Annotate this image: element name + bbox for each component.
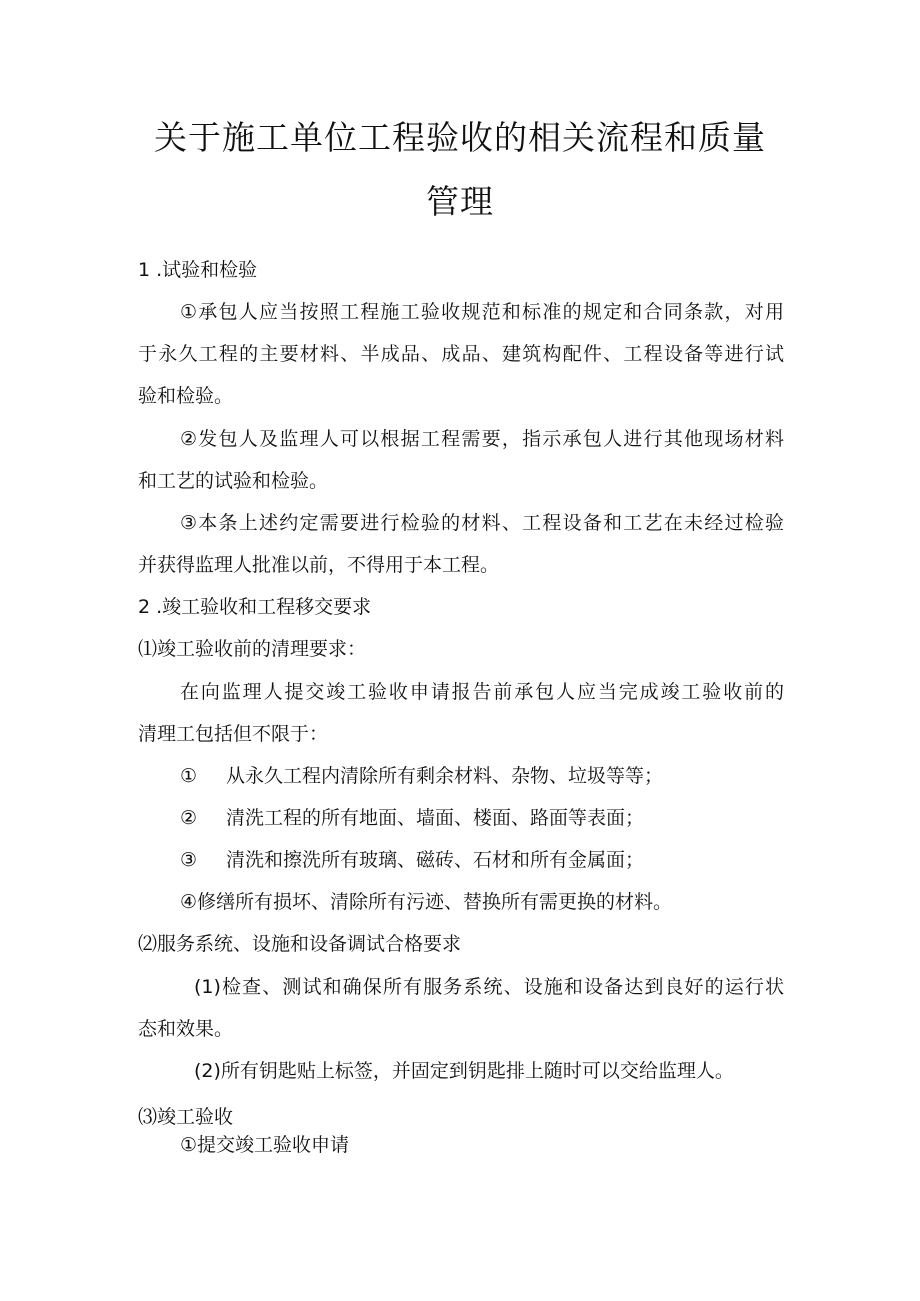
section-2-heading: 2 .竣工验收和工程移交要求 <box>138 596 372 618</box>
s1-item3-line1: ③本条上述约定需要进行检验的材料、工程设备和工艺在未经过检验 <box>180 512 784 534</box>
sub2-para1-line2: 态和效果。 <box>138 1018 234 1040</box>
sub2-para2: (2)所有钥匙贴上标签，并固定到钥匙排上随时可以交给监理人。 <box>194 1060 734 1082</box>
s1-item1-line3: 验和检验。 <box>138 385 234 407</box>
list-item-text: 从永久工程内清除所有剩余材料、杂物、垃圾等等； <box>226 765 664 787</box>
subsection-2-heading: ⑵服务系统、设施和设备调试合格要求 <box>138 933 462 955</box>
sub3-item-1: ①提交竣工验收申请 <box>180 1134 350 1156</box>
sub1-para-line1: 在向监理人提交竣工验收申请报告前承包人应当完成竣工验收前的 <box>180 681 784 703</box>
s1-item1-line1: ①承包人应当按照工程施工验收规范和标准的规定和合同条款，对用 <box>180 301 784 323</box>
list-item-4: ④修缮所有损坏、清除所有污迹、替换所有需更换的材料。 <box>180 891 673 913</box>
list-item-number: ② <box>180 807 198 829</box>
s1-item3-line2: 并获得监理人批准以前，不得用于本工程。 <box>138 554 500 576</box>
list-item-text: 清洗工程的所有地面、墙面、楼面、路面等表面； <box>226 807 645 829</box>
subsection-1-heading: ⑴竣工验收前的清理要求： <box>138 638 367 660</box>
section-1-heading: 1 .试验和检验 <box>138 259 258 281</box>
sub1-para-line2: 清理工包括但不限于： <box>138 723 329 745</box>
page-title-line-2: 管理 <box>426 182 494 221</box>
list-item-number: ① <box>180 765 198 787</box>
sub2-para1-line1: (1)检查、测试和确保所有服务系统、设施和设备达到良好的运行状 <box>194 976 784 998</box>
list-item-text: 清洗和擦洗所有玻璃、磁砖、石材和所有金属面； <box>226 849 645 871</box>
list-item-number: ③ <box>180 849 198 871</box>
s1-item1-line2: 于永久工程的主要材料、半成品、成品、建筑构配件、工程设备等进行试 <box>138 343 784 365</box>
s1-item2-line1: ②发包人及监理人可以根据工程需要，指示承包人进行其他现场材料 <box>180 428 784 450</box>
page-title-line-1: 关于施工单位工程验收的相关流程和质量 <box>154 118 766 157</box>
s1-item2-line2: 和工艺的试验和检验。 <box>138 470 329 492</box>
subsection-3-heading: ⑶竣工验收 <box>138 1106 234 1128</box>
